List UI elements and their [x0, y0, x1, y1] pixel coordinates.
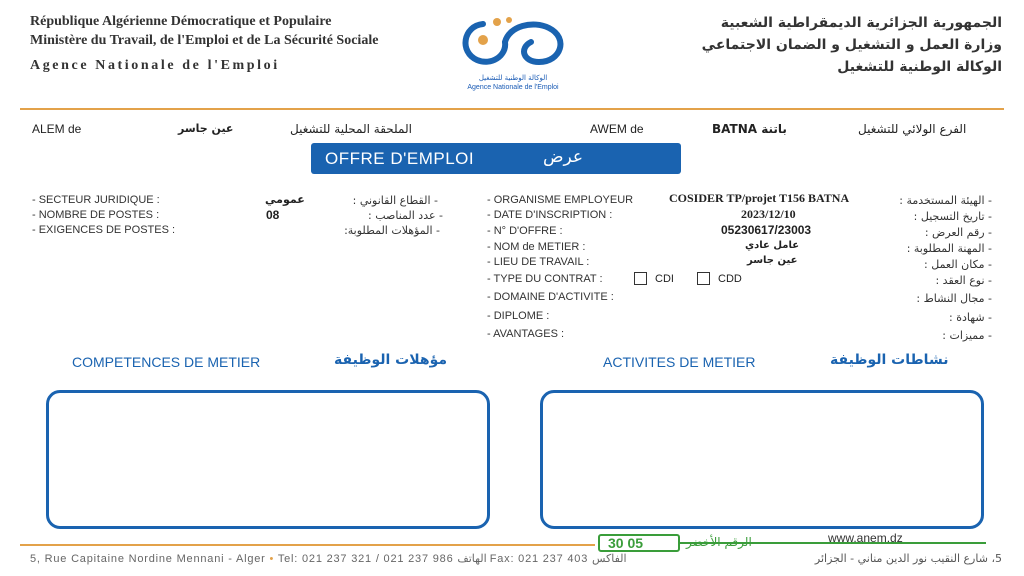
- republic-name-ar: الجمهورية الجزائرية الديمقراطية الشعبية: [720, 15, 1002, 31]
- domaine-label: - DOMAINE D'ACTIVITE :: [487, 291, 614, 303]
- offer-title-ar: عرض: [543, 147, 584, 167]
- date-label-ar: - تاريخ التسجيل :: [913, 210, 992, 223]
- exigences-label: - EXIGENCES DE POSTES :: [32, 224, 176, 236]
- agency-name-ar: الوكالة الوطنية للتشغيل: [837, 59, 1002, 75]
- awem-label: AWEM de: [590, 122, 644, 136]
- footer-divider: [20, 544, 595, 546]
- avantages-label: - AVANTAGES :: [487, 328, 565, 340]
- fax-ar-label: الفاكس: [591, 553, 627, 565]
- contrat-label: - TYPE DU CONTRAT :: [487, 273, 603, 285]
- domaine-label-ar: - مجال النشاط :: [916, 292, 992, 305]
- footer-address-ar: 5، شارع النقيب نور الدين مناني - الجزائر: [814, 552, 1002, 565]
- alem-label: ALEM de: [32, 122, 82, 136]
- offre-label: - N° D'OFFRE :: [487, 225, 563, 237]
- cdd-checkbox[interactable]: [697, 272, 710, 285]
- offre-label-ar: - رقم العرض :: [924, 226, 992, 239]
- offre-value: 05230617/23003: [721, 223, 812, 237]
- alem-value: عين جاسر: [178, 122, 234, 135]
- contrat-label-ar: - نوع العقد :: [935, 274, 992, 287]
- lieu-value: عين جاسر: [747, 255, 798, 266]
- cdi-label: CDI: [655, 272, 674, 285]
- anem-logo-icon: [453, 12, 573, 74]
- metier-label-ar: - المهنة المطلوبة :: [906, 242, 992, 255]
- address-fr: 5, Rue Capitaine Nordine Mennani - Alger: [30, 553, 266, 565]
- postes-label: - NOMBRE DE POSTES :: [32, 209, 160, 221]
- phone-fr: Tel: 021 237 321 / 021 237 986: [277, 553, 454, 565]
- competences-title-fr: COMPETENCES DE METIER: [72, 354, 261, 370]
- competences-box[interactable]: [46, 390, 490, 529]
- cdd-label: CDD: [718, 272, 742, 285]
- republic-name-fr: République Algérienne Démocratique et Populaire: [30, 14, 332, 29]
- diplome-label-ar: - شهادة :: [949, 311, 992, 324]
- postes-value: 08: [266, 208, 280, 222]
- awem-value: BATNA باتنة: [712, 122, 787, 136]
- organisme-label-ar: - الهيئة المستخدمة :: [899, 194, 992, 207]
- activites-title-ar: نشاطات الوظيفة: [830, 352, 949, 368]
- organisme-value: COSIDER TP/projet T156 BATNA: [669, 191, 850, 205]
- metier-value: عامل عادي: [745, 240, 800, 251]
- exigences-label-ar: - المؤهلات المطلوبة:: [344, 224, 440, 237]
- header-french: [30, 12, 378, 75]
- fax: Fax: 021 237 403: [489, 553, 589, 565]
- agency-name-fr: Agence Nationale de l'Emploi: [30, 58, 280, 73]
- metier-label: - NOM de METIER :: [487, 241, 586, 253]
- cdi-option[interactable]: [634, 272, 674, 285]
- secteur-value: عمومي: [265, 193, 305, 206]
- logo-caption-fr: Agence Nationale de l'Emploi: [467, 84, 559, 91]
- offer-title-fr: OFFRE D'EMPLOI: [325, 149, 475, 168]
- cdi-checkbox[interactable]: [634, 272, 647, 285]
- date-value: 2023/12/10: [741, 207, 796, 221]
- secteur-label: - SECTEUR JURIDIQUE :: [32, 194, 160, 206]
- secteur-label-ar: - القطاع القانوني :: [352, 194, 438, 207]
- footer-address-fr: [30, 552, 627, 565]
- green-number: 30 05: [598, 534, 680, 552]
- awem-label-ar: الفرع الولائي للتشغيل: [858, 122, 967, 136]
- activites-box[interactable]: [540, 390, 984, 529]
- anem-logo: [448, 12, 578, 102]
- cdd-option[interactable]: [697, 272, 742, 285]
- ministry-name-fr: Ministère du Travail, de l'Emploi et de La Sécurité Sociale: [30, 33, 379, 48]
- header-arabic: [702, 12, 1002, 78]
- activites-title-fr: ACTIVITES DE METIER: [603, 354, 756, 370]
- lieu-label: - LIEU DE TRAVAIL :: [487, 256, 590, 268]
- offer-title-bar: [311, 143, 681, 174]
- phone-ar-label: الهاتف: [457, 553, 487, 565]
- alem-label-ar: الملحقة المحلية للتشغيل: [290, 122, 412, 136]
- logo-caption-ar: الوكالة الوطنية للتشغيل: [478, 74, 548, 82]
- postes-label-ar: - عدد المناصب :: [368, 209, 443, 222]
- website-link[interactable]: www.anem.dz: [828, 531, 903, 545]
- avantages-label-ar: - مميزات :: [942, 329, 992, 342]
- ministry-name-ar: وزارة العمل و التشغيل و الضمان الاجتماعي: [701, 37, 1002, 53]
- header-divider: [20, 108, 1004, 110]
- diplome-label: - DIPLOME :: [487, 310, 550, 322]
- separator-dot: •: [269, 553, 275, 565]
- competences-title-ar: مؤهلات الوظيفة: [334, 352, 448, 368]
- organisme-label: - ORGANISME EMPLOYEUR: [487, 194, 634, 206]
- lieu-label-ar: - مكان العمل :: [924, 258, 992, 271]
- date-label: - DATE D'INSCRIPTION :: [487, 209, 613, 221]
